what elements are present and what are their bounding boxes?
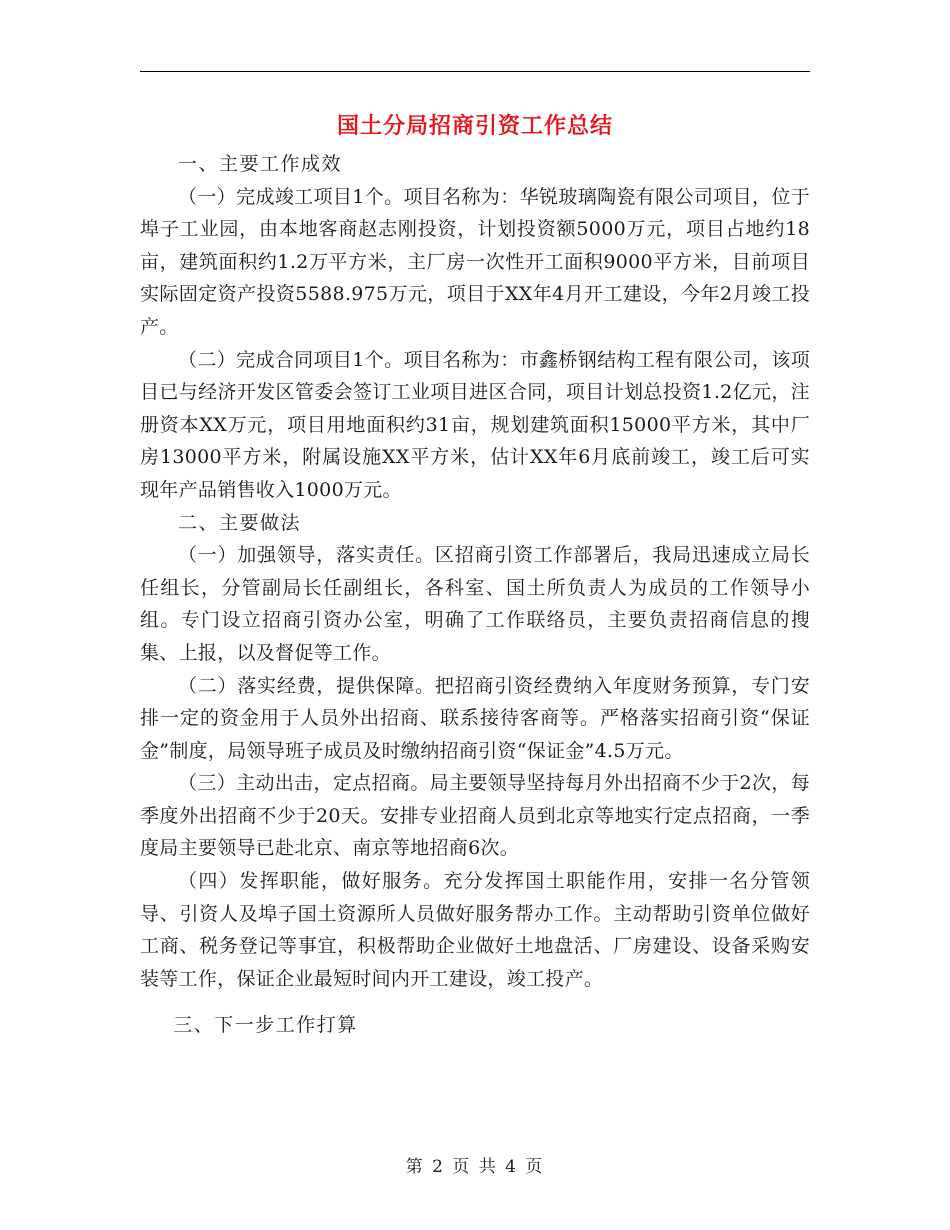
paragraph-completed-project: （一）完成竣工项目1个。项目名称为：华锐玻璃陶瓷有限公司项目，位于埠子工业园，由本地客商赵志刚投资，计划投资额5000万元，项目占地约18亩，建筑面积约1.2万平方米，主厂房一次性开工面积9000平方米，目前项目实际固定资产投资5588.975万元，项目于XX年4月开工建设，今年2月竣工投产。 bbox=[140, 185, 810, 338]
section-heading-2: 二、主要做法 bbox=[178, 511, 302, 534]
paragraph-contract-project: （二）完成合同项目1个。项目名称为：市鑫桥钢结构工程有限公司，该项目已与经济开发区管委会签订工业项目进区合同，项目计划总投资1.2亿元，注册资本XX万元，项目用地面积约31亩，规划建筑面积15000平方米，其中厂房13000平方米，附属设施XX平方米，估计XX年6月底前竣工，竣工后可实现年产品销售收入1000万元。 bbox=[140, 348, 810, 501]
section-heading-3: 三、下一步工作打算 bbox=[173, 1014, 358, 1037]
paragraph-targeted-investment: （三）主动出击，定点招商。局主要领导坚持每月外出招商不少于2次，每季度外出招商不少于20天。安排专业招商人员到北京等地实行定点招商，一季度局主要领导已赴北京、南京等地招商6次。 bbox=[140, 772, 810, 860]
paragraph-service: （四）发挥职能，做好服务。充分发挥国土职能作用，安排一名分管领导、引资人及埠子国土资源所人员做好服务帮办工作。主动帮助引资单位做好工商、税务登记等事宜，积极帮助企业做好土地盘活、厂房建设、设备采购安装等工作，保证企业最短时间内开工建设，竣工投产。 bbox=[140, 870, 810, 990]
section-heading-1: 一、主要工作成效 bbox=[178, 153, 343, 175]
page-footer: 第 2 页 共 4 页 bbox=[405, 1157, 545, 1177]
document-title: 国土分局招商引资工作总结 bbox=[336, 113, 613, 139]
paragraph-leadership: （一）加强领导，落实责任。区招商引资工作部署后，我局迅速成立局长任组长，分管副局长任副组长，各科室、国土所负责人为成员的工作领导小组。专门设立招商引资办公室，明确了工作联络员，主要负责招商信息的搜集、上报，以及督促等工作。 bbox=[140, 544, 810, 664]
header-rule bbox=[140, 71, 810, 72]
document-body bbox=[140, 148, 810, 1042]
paragraph-funding: （二）落实经费，提供保障。把招商引资经费纳入年度财务预算，专门安排一定的资金用于人员外出招商、联系接待客商等。严格落实招商引资“保证金”制度，局领导班子成员及时缴纳招商引资“保证金”4.5万元。 bbox=[140, 674, 810, 762]
